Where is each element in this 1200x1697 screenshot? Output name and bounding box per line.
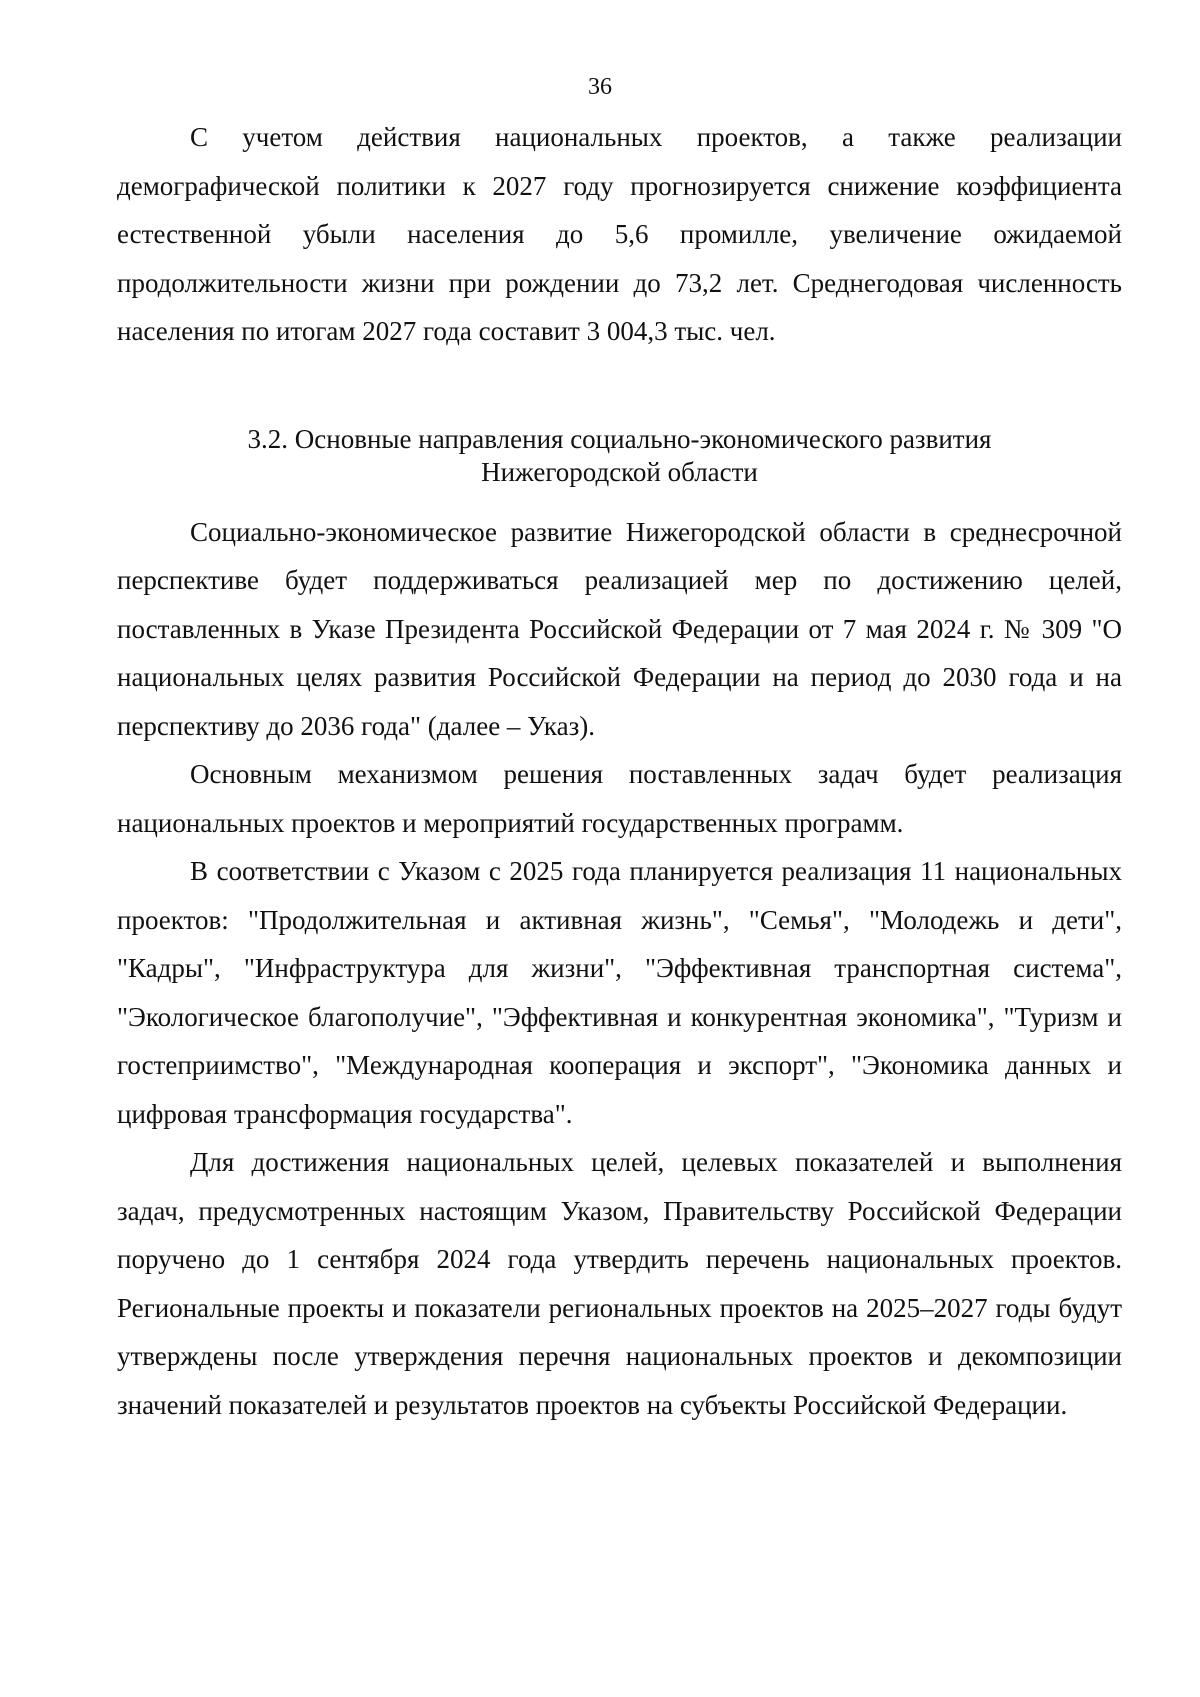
section-heading-line-1: 3.2. Основные направления социально-экономического развития xyxy=(247,423,992,454)
paragraph-government-instruction: Для достижения национальных целей, целевых показателей и выполнения задач, предусмотренных настоящим Указом, Правительству Российской Федерации поручено до 1 сентября 2024 года утвердить перечень национальных проектов. Региональные проекты и показатели региональных проектов на 2025–2027 годы будут утверждены после утверждения перечня национальных проектов и декомпозиции значений показателей и результатов проектов на субъекты Российской Федерации. xyxy=(117,1147,1122,1420)
paragraph-main-mechanism: Основным механизмом решения поставленных задач будет реализация национальных проектов и мероприятий государственных программ. xyxy=(117,759,1122,838)
document-body xyxy=(117,113,1122,1429)
section-heading-line-2: Нижегородской области xyxy=(481,456,758,487)
page-number: 36 xyxy=(588,74,612,100)
paragraph-national-projects-list: В соответствии с Указом с 2025 года планируется реализация 11 национальных проектов: "Продолжительная и активная жизнь", "Семья", "Молодежь и дети", "Кадры", "Инфраструктура для жизни", "Эффективная транспортная система", "Экологическое благополучие", "Эффективная и конкурентная экономика", "Туризм и гостеприимство", "Международная кооперация и экспорт", "Экономика данных и цифровая трансформация государства". xyxy=(117,856,1122,1129)
section-heading xyxy=(117,423,1122,489)
paragraph-demographic-forecast: С учетом действия национальных проектов, а также реализации демографической политики к 2027 году прогнозируется снижение коэффициента естественной убыли населения до 5,6 промилле, увеличение ожидаемой продолжительности жизни при рождении до 73,2 лет. Среднегодовая численность населения по итогам 2027 года составит 3 004,3 тыс. чел. xyxy=(117,122,1122,346)
paragraph-socio-economic-development: Социально-экономическое развитие Нижегородской области в среднесрочной перспективе будет поддерживаться реализацией мер по достижению целей, поставленных в Указе Президента Российской Федерации от 7 мая 2024 г. № 309 "О национальных целях развития Российской Федерации на период до 2030 года и на перспективу до 2036 года" (далее – Указ). xyxy=(117,516,1122,741)
